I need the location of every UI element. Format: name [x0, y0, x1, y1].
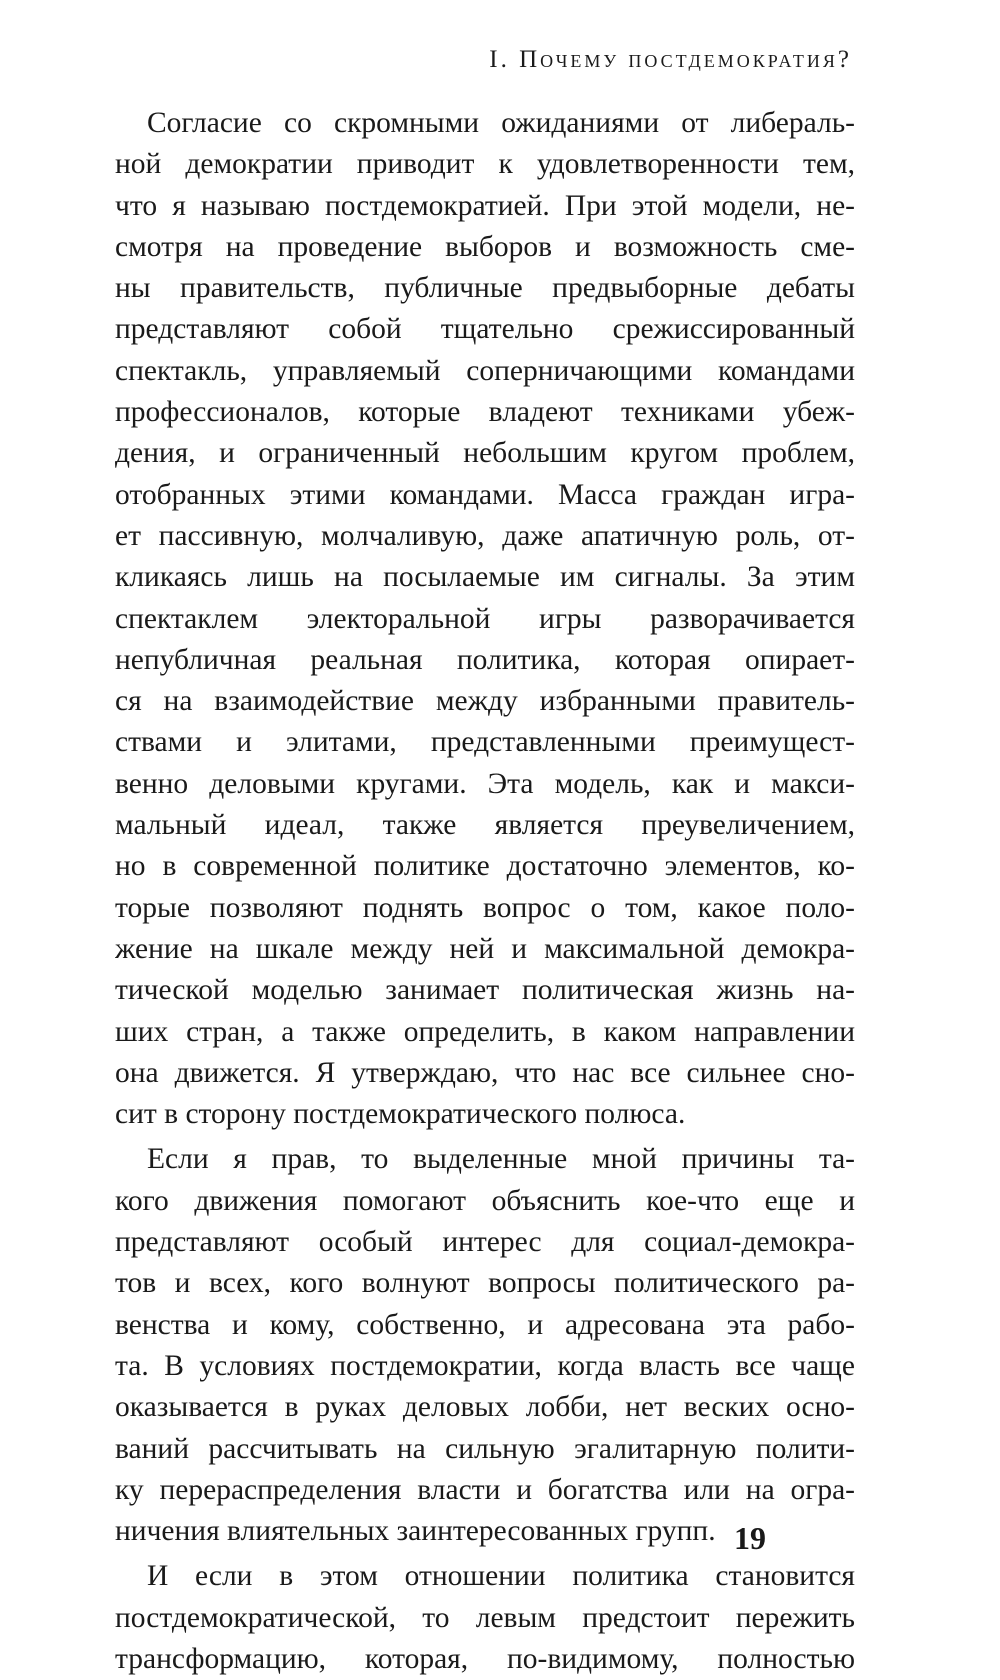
text-line: представляют собой тщательно срежиссированный	[115, 313, 855, 346]
running-head: I. Почему постдемократия?	[489, 46, 852, 73]
page-number: 19	[734, 1520, 766, 1556]
text-line: но в современной политике достаточно элементов, ко-	[115, 850, 855, 883]
text-line: ся на взаимодействие между избранными правитель-	[115, 685, 855, 718]
text-line: спектакль, управляемый соперничающими командами	[115, 354, 855, 387]
text-line: ной демократии приводит к удовлетворенности тем,	[115, 148, 855, 181]
text-line: ствами и элитами, представленными преимущест-	[115, 726, 855, 759]
text-line: мальный идеал, также является преувеличением,	[115, 809, 855, 842]
text-line: смотря на проведение выборов и возможность сме-	[115, 230, 855, 263]
text-line: Согласие со скромными ожиданиями от либераль-	[147, 107, 855, 139]
text-line: она движется. Я утверждаю, что нас все сильнее сно-	[115, 1056, 855, 1089]
text-line: И если в этом отношении политика становится	[147, 1560, 855, 1593]
text-line: представляют особый интерес для социал-демокра-	[115, 1226, 855, 1259]
text-line: Если я прав, то выделенные мной причины та-	[147, 1143, 855, 1176]
text-line: ничения влиятельных заинтересованных групп.	[115, 1515, 716, 1548]
text-line: ны правительств, публичные предвыборные дебаты	[115, 272, 855, 305]
text-line: ших стран, а также определить, в каком направлении	[115, 1015, 855, 1048]
text-line: венно деловыми кругами. Эта модель, как и макси-	[115, 767, 855, 800]
text-line: кликаясь лишь на посылаемые им сигналы. За этим	[115, 561, 855, 594]
text-line: кого движения помогают объяснить кое-что еще и	[115, 1184, 855, 1217]
text-line: тов и всех, кого волнуют вопросы политического ра-	[115, 1267, 855, 1300]
text-line: постдемократической, то левым предстоит пережить	[115, 1601, 855, 1634]
text-line: спектаклем электоральной игры разворачивается	[115, 602, 855, 635]
text-line: венства и кому, собственно, и адресована эта рабо-	[115, 1308, 855, 1341]
text-line: что я называю постдемократией. При этой модели, не-	[115, 189, 855, 222]
text-line: ет пассивную, молчаливую, даже апатичную роль, от-	[115, 519, 855, 552]
text-line: трансформацию, которая, по-видимому, полностью	[115, 1642, 855, 1675]
paragraph-2	[115, 1139, 855, 1552]
paragraph-1	[115, 103, 855, 1135]
text-line: торые позволяют поднять вопрос о том, какое поло-	[115, 891, 855, 924]
text-line: дения, и ограниченный небольшим кругом проблем,	[115, 437, 855, 470]
text-line: отобранных этими командами. Масса граждан игра-	[115, 478, 855, 511]
text-line: профессионалов, которые владеют техниками убеж-	[115, 396, 855, 429]
text-line: ку перераспределения власти и богатства или на огра-	[115, 1473, 855, 1506]
text-line: тической моделью занимает политическая жизнь на-	[115, 974, 855, 1007]
text-line: непубличная реальная политика, которая опирает-	[115, 643, 855, 676]
text-line: сит в сторону постдемократического полюса.	[115, 1098, 686, 1131]
text-line: жение на шкале между ней и максимальной демокра-	[115, 932, 855, 965]
body-text	[115, 103, 855, 1680]
text-line: ваний рассчитывать на сильную эгалитарную полити-	[115, 1432, 855, 1465]
text-line: та. В условиях постдемократии, когда власть все чаще	[115, 1349, 855, 1382]
paragraph-3	[115, 1556, 855, 1680]
text-line: оказывается в руках деловых лобби, нет веских осно-	[115, 1391, 855, 1424]
